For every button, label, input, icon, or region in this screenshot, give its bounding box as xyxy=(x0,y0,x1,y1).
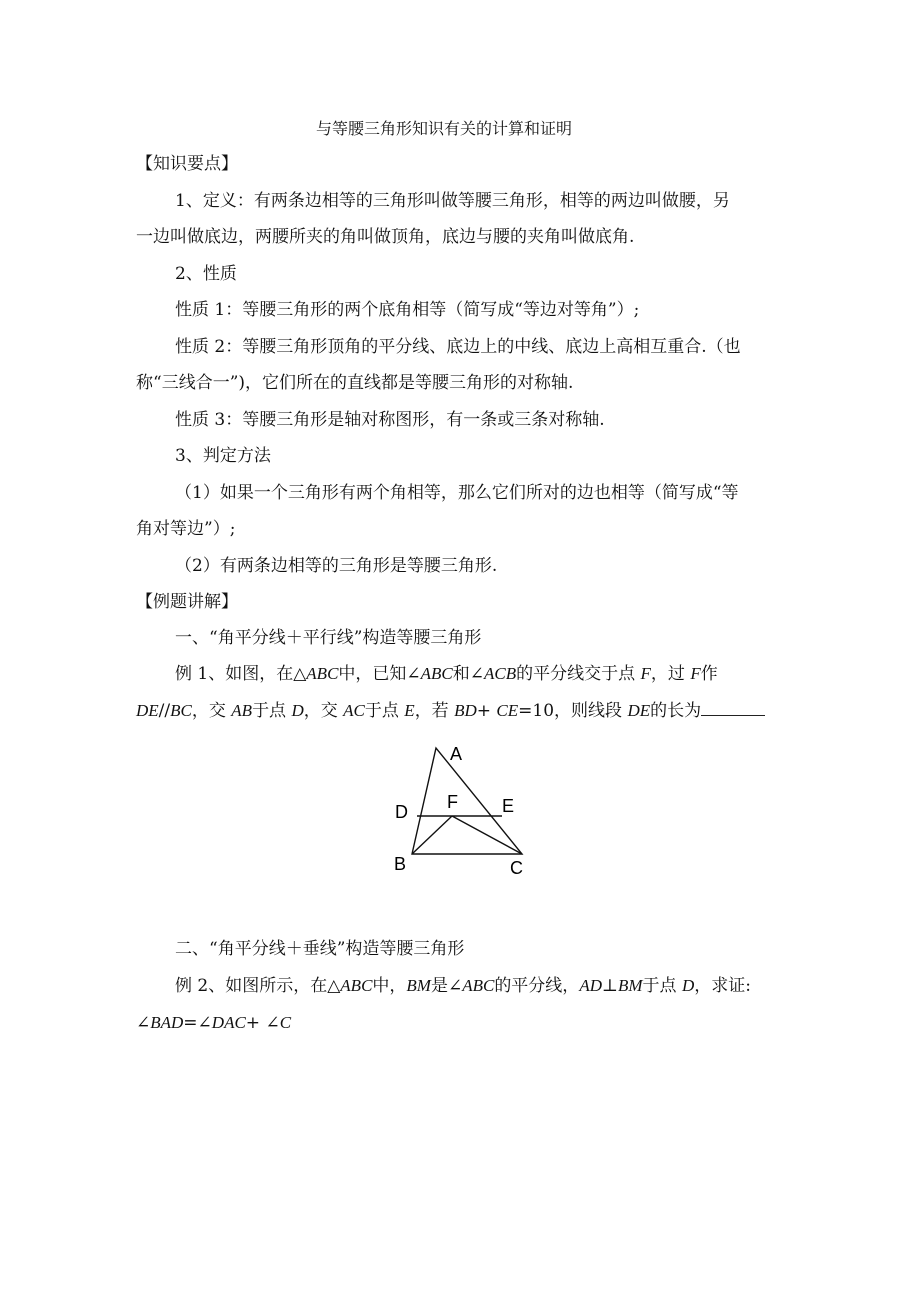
section-heading-knowledge: 【知识要点】 xyxy=(136,154,238,174)
label-e: E xyxy=(502,796,515,816)
property-3: 性质 3：等腰三角形是轴对称图形，有一条或三条对称轴. xyxy=(175,410,605,430)
definition-line-1: 1、定义：有两条边相等的三角形叫做等腰三角形，相等的两边叫做腰，另 xyxy=(175,191,730,211)
segment-bf xyxy=(412,816,452,854)
judgement-1-line-1: （1）如果一个三角形有两个角相等，那么它们所对的边也相等（简写成“等 xyxy=(175,483,739,503)
section-heading-examples: 【例题讲解】 xyxy=(136,592,238,612)
part-1-heading: 一、“角平分线＋平行线”构造等腰三角形 xyxy=(175,628,482,648)
definition-line-2: 一边叫做底边，两腰所夹的角叫做顶角，底边与腰的夹角叫做底角. xyxy=(136,227,635,247)
label-a: A xyxy=(450,744,463,764)
judgement-heading: 3、判定方法 xyxy=(175,446,271,466)
property-2-line-1: 性质 2：等腰三角形顶角的平分线、底边上的中线、底边上高相互重合.（也 xyxy=(175,337,741,357)
judgement-1-line-2: 角对等边”）; xyxy=(136,519,236,539)
example-1-line-1: 例 1、如图，在△ABC中，已知∠ABC和∠ACB的平分线交于点 F，过 F作 xyxy=(175,664,718,684)
label-b: B xyxy=(394,854,407,874)
property-heading: 2、性质 xyxy=(175,264,237,284)
label-f: F xyxy=(447,792,458,812)
segment-cf xyxy=(452,816,522,854)
label-c: C xyxy=(510,858,523,878)
judgement-2: （2）有两条边相等的三角形是等腰三角形. xyxy=(175,556,498,576)
triangle-figure xyxy=(380,738,550,883)
example-1-line-2: DE//BC，交 AB于点 D，交 AC于点 E，若 BD+ CE=10，则线段 DE的长为 xyxy=(136,699,765,722)
example-2-line-1: 例 2、如图所示，在△ABC中，BM是∠ABC的平分线，AD⊥BM于点 D，求证: xyxy=(175,976,751,996)
doc-title: 与等腰三角形知识有关的计算和证明 xyxy=(316,119,573,138)
property-1: 性质 1：等腰三角形的两个底角相等（简写成“等边对等角”）; xyxy=(175,300,640,320)
property-2-line-2: 称“三线合一”)，它们所在的直线都是等腰三角形的对称轴. xyxy=(136,373,574,393)
example-2-line-2: ∠BAD=∠DAC+ ∠C xyxy=(136,1013,292,1033)
answer-blank xyxy=(701,699,765,716)
part-2-heading: 二、“角平分线＋垂线”构造等腰三角形 xyxy=(175,939,465,959)
label-d: D xyxy=(395,802,408,822)
